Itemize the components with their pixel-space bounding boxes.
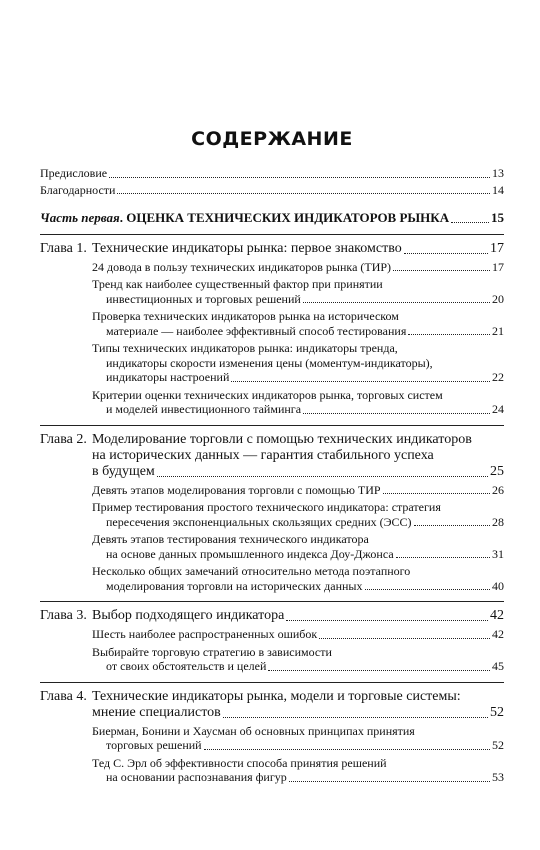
section-line: Выбирайте торговую стратегию в зависимости: [92, 644, 332, 659]
dot-leader: [286, 620, 488, 621]
section-line: Тренд как наиболее существенный фактор при принятии: [92, 277, 383, 291]
page-number: 15: [491, 210, 504, 225]
section-line[interactable]: [92, 260, 504, 275]
chapter-title-line[interactable]: [92, 705, 504, 721]
section-line[interactable]: [92, 515, 504, 530]
page-number: 17: [492, 259, 504, 274]
page-number: 42: [492, 627, 504, 641]
dot-leader: [451, 222, 489, 223]
page-number: 52: [490, 704, 504, 720]
dot-leader: [157, 476, 488, 477]
chapter-number: Глава 1.: [40, 240, 87, 256]
section-entry[interactable]: [92, 627, 504, 642]
section-line[interactable]: [92, 324, 504, 339]
entry-title: моделирования торговли на исторических данных: [106, 578, 363, 593]
dot-leader: [383, 493, 490, 494]
dot-leader: [393, 270, 490, 271]
page-number: 20: [492, 291, 504, 306]
entry-title: мнение специалистов: [92, 704, 221, 720]
entry-title: на основе данных промышленного индекса Доу-Джонса: [106, 546, 394, 561]
section-line[interactable]: [92, 579, 504, 594]
page-number: 28: [492, 514, 504, 529]
section-entry[interactable]: [92, 483, 504, 498]
section-line[interactable]: [92, 770, 504, 785]
section-line[interactable]: [92, 659, 504, 674]
section-entry[interactable]: [92, 309, 504, 338]
section-line: Девять этапов тестирования технического индикатора: [92, 532, 369, 546]
section-line: индикаторы скорости изменения цены (моментум-индикаторы),: [106, 355, 433, 370]
chapter-block: [40, 602, 504, 682]
section-entry[interactable]: [92, 645, 504, 674]
page-number: 42: [490, 608, 504, 623]
entry-title: Шесть наиболее распространенных ошибок: [92, 627, 318, 641]
page-number: 40: [492, 578, 504, 593]
section-entry[interactable]: [92, 341, 504, 385]
chapter-block: [40, 235, 504, 425]
chapter-block: [40, 426, 504, 602]
section-line: Несколько общих замечаний относительно метода поэтапного: [92, 564, 411, 578]
page-number: 25: [490, 463, 504, 479]
page-number: 45: [492, 659, 504, 673]
section-line[interactable]: [92, 402, 504, 417]
page-number: 14: [492, 182, 504, 197]
page-number: 13: [492, 166, 504, 180]
page-number: 17: [490, 240, 504, 256]
page-title: СОДЕРЖАНИЕ: [191, 128, 353, 150]
chapter-title: [92, 689, 504, 721]
entry-title: Выбор подходящего индикатора: [92, 608, 285, 623]
table-of-contents: [40, 166, 504, 793]
chapter-title-line[interactable]: [92, 241, 504, 257]
entry-title: торговых решений: [106, 738, 202, 752]
dot-leader: [408, 334, 490, 335]
section-line[interactable]: [92, 370, 504, 385]
entry-title: Предисловие: [40, 166, 108, 180]
dot-leader: [303, 302, 490, 303]
page-number: 52: [492, 738, 504, 752]
entry-title: 24 довода в пользу технических индикаторов рынка (ТИР): [92, 259, 392, 274]
section-entry[interactable]: [92, 564, 504, 593]
section-entry[interactable]: [92, 388, 504, 417]
chapter-title-line[interactable]: [92, 464, 504, 480]
section-line: Критерии оценки технических индикаторов рынка, торговых систем: [92, 387, 443, 402]
section-entry[interactable]: [92, 277, 504, 306]
dot-leader: [204, 749, 490, 750]
part-title: [40, 211, 449, 226]
entry-title: Девять этапов моделирования торговли с помощью ТИР: [92, 482, 381, 497]
chapter-heading[interactable]: [40, 432, 504, 480]
entry-title: на основании распознавания фигур: [106, 770, 287, 784]
entry-title: материале — наиболее эффективный способ тестирования: [106, 323, 407, 338]
dot-leader: [404, 253, 488, 254]
dot-leader: [396, 557, 490, 558]
chapter-title-line: на исторических данных — гарантия стабильного успеха: [92, 447, 434, 463]
chapter-number: Глава 4.: [40, 688, 87, 704]
page-number: 53: [492, 770, 504, 784]
chapter-title: [92, 608, 504, 624]
section-entry[interactable]: [92, 724, 504, 753]
section-line: Биерман, Бонини и Хаусман об основных принципах принятия: [92, 723, 415, 738]
dot-leader: [231, 381, 490, 382]
dot-leader: [223, 717, 488, 718]
dot-leader: [319, 638, 490, 639]
dot-leader: [414, 525, 490, 526]
chapter-number: Глава 3.: [40, 608, 87, 623]
section-entry[interactable]: [92, 500, 504, 529]
entry-title: и моделей инвестиционного тайминга: [106, 402, 302, 416]
page-number: 26: [492, 482, 504, 497]
entry-title: от своих обстоятельств и целей: [106, 659, 267, 673]
chapter-heading[interactable]: [40, 241, 504, 257]
section-line: Пример тестирования простого технического индикатора: стратегия: [92, 500, 441, 514]
entry-title: Благодарности: [40, 182, 116, 197]
section-line: Тед С. Эрл об эффективности способа принятия решений: [92, 755, 387, 770]
chapter-heading[interactable]: [40, 689, 504, 721]
chapter-title: [92, 241, 504, 257]
entry-title: пересечения экспоненциальных скользящих средних (ЭСС): [106, 514, 412, 529]
dot-leader: [109, 177, 490, 178]
section-entry[interactable]: [92, 260, 504, 275]
page-number: 21: [492, 323, 504, 338]
dot-leader: [268, 670, 490, 671]
section-entry[interactable]: [92, 756, 504, 785]
section-line[interactable]: [92, 627, 504, 642]
entry-title: Технические индикаторы рынка: первое знакомство: [92, 240, 402, 256]
section-line[interactable]: [92, 292, 504, 307]
page-number: 31: [492, 546, 504, 561]
page-number: 24: [492, 402, 504, 416]
section-line[interactable]: [92, 547, 504, 562]
dot-leader: [303, 413, 490, 414]
front-matter-entry[interactable]: [40, 166, 504, 181]
entry-title: инвестиционных и торговых решений: [106, 291, 301, 306]
section-line: Проверка технических индикаторов рынка на историческом: [92, 309, 399, 323]
part-name: . ОЦЕНКА ТЕХНИЧЕСКИХ ИНДИКАТОРОВ РЫНКА: [119, 210, 450, 225]
entry-title: в будущем: [92, 463, 155, 479]
entry-title: индикаторы настроений: [106, 370, 230, 384]
part-heading[interactable]: [40, 211, 504, 234]
chapter-block: [40, 683, 504, 793]
section-line[interactable]: [92, 483, 504, 498]
front-matter-entry[interactable]: [40, 183, 504, 198]
chapter-title-line[interactable]: [92, 608, 504, 624]
chapter-number: Глава 2.: [40, 431, 87, 447]
page-number: 22: [492, 370, 504, 384]
chapter-heading[interactable]: [40, 608, 504, 624]
section-line[interactable]: [92, 738, 504, 753]
dot-leader: [365, 589, 491, 590]
section-line: Типы технических индикаторов рынка: индикаторы тренда,: [92, 341, 398, 355]
chapter-title: [92, 432, 504, 480]
dot-leader: [117, 193, 490, 194]
chapter-title-line: Моделирование торговли с помощью технических индикаторов: [92, 431, 472, 447]
chapter-title-line: Технические индикаторы рынка, модели и торговые системы:: [92, 688, 461, 704]
dot-leader: [289, 781, 490, 782]
part-prefix: Часть первая: [40, 210, 120, 225]
section-entry[interactable]: [92, 532, 504, 561]
